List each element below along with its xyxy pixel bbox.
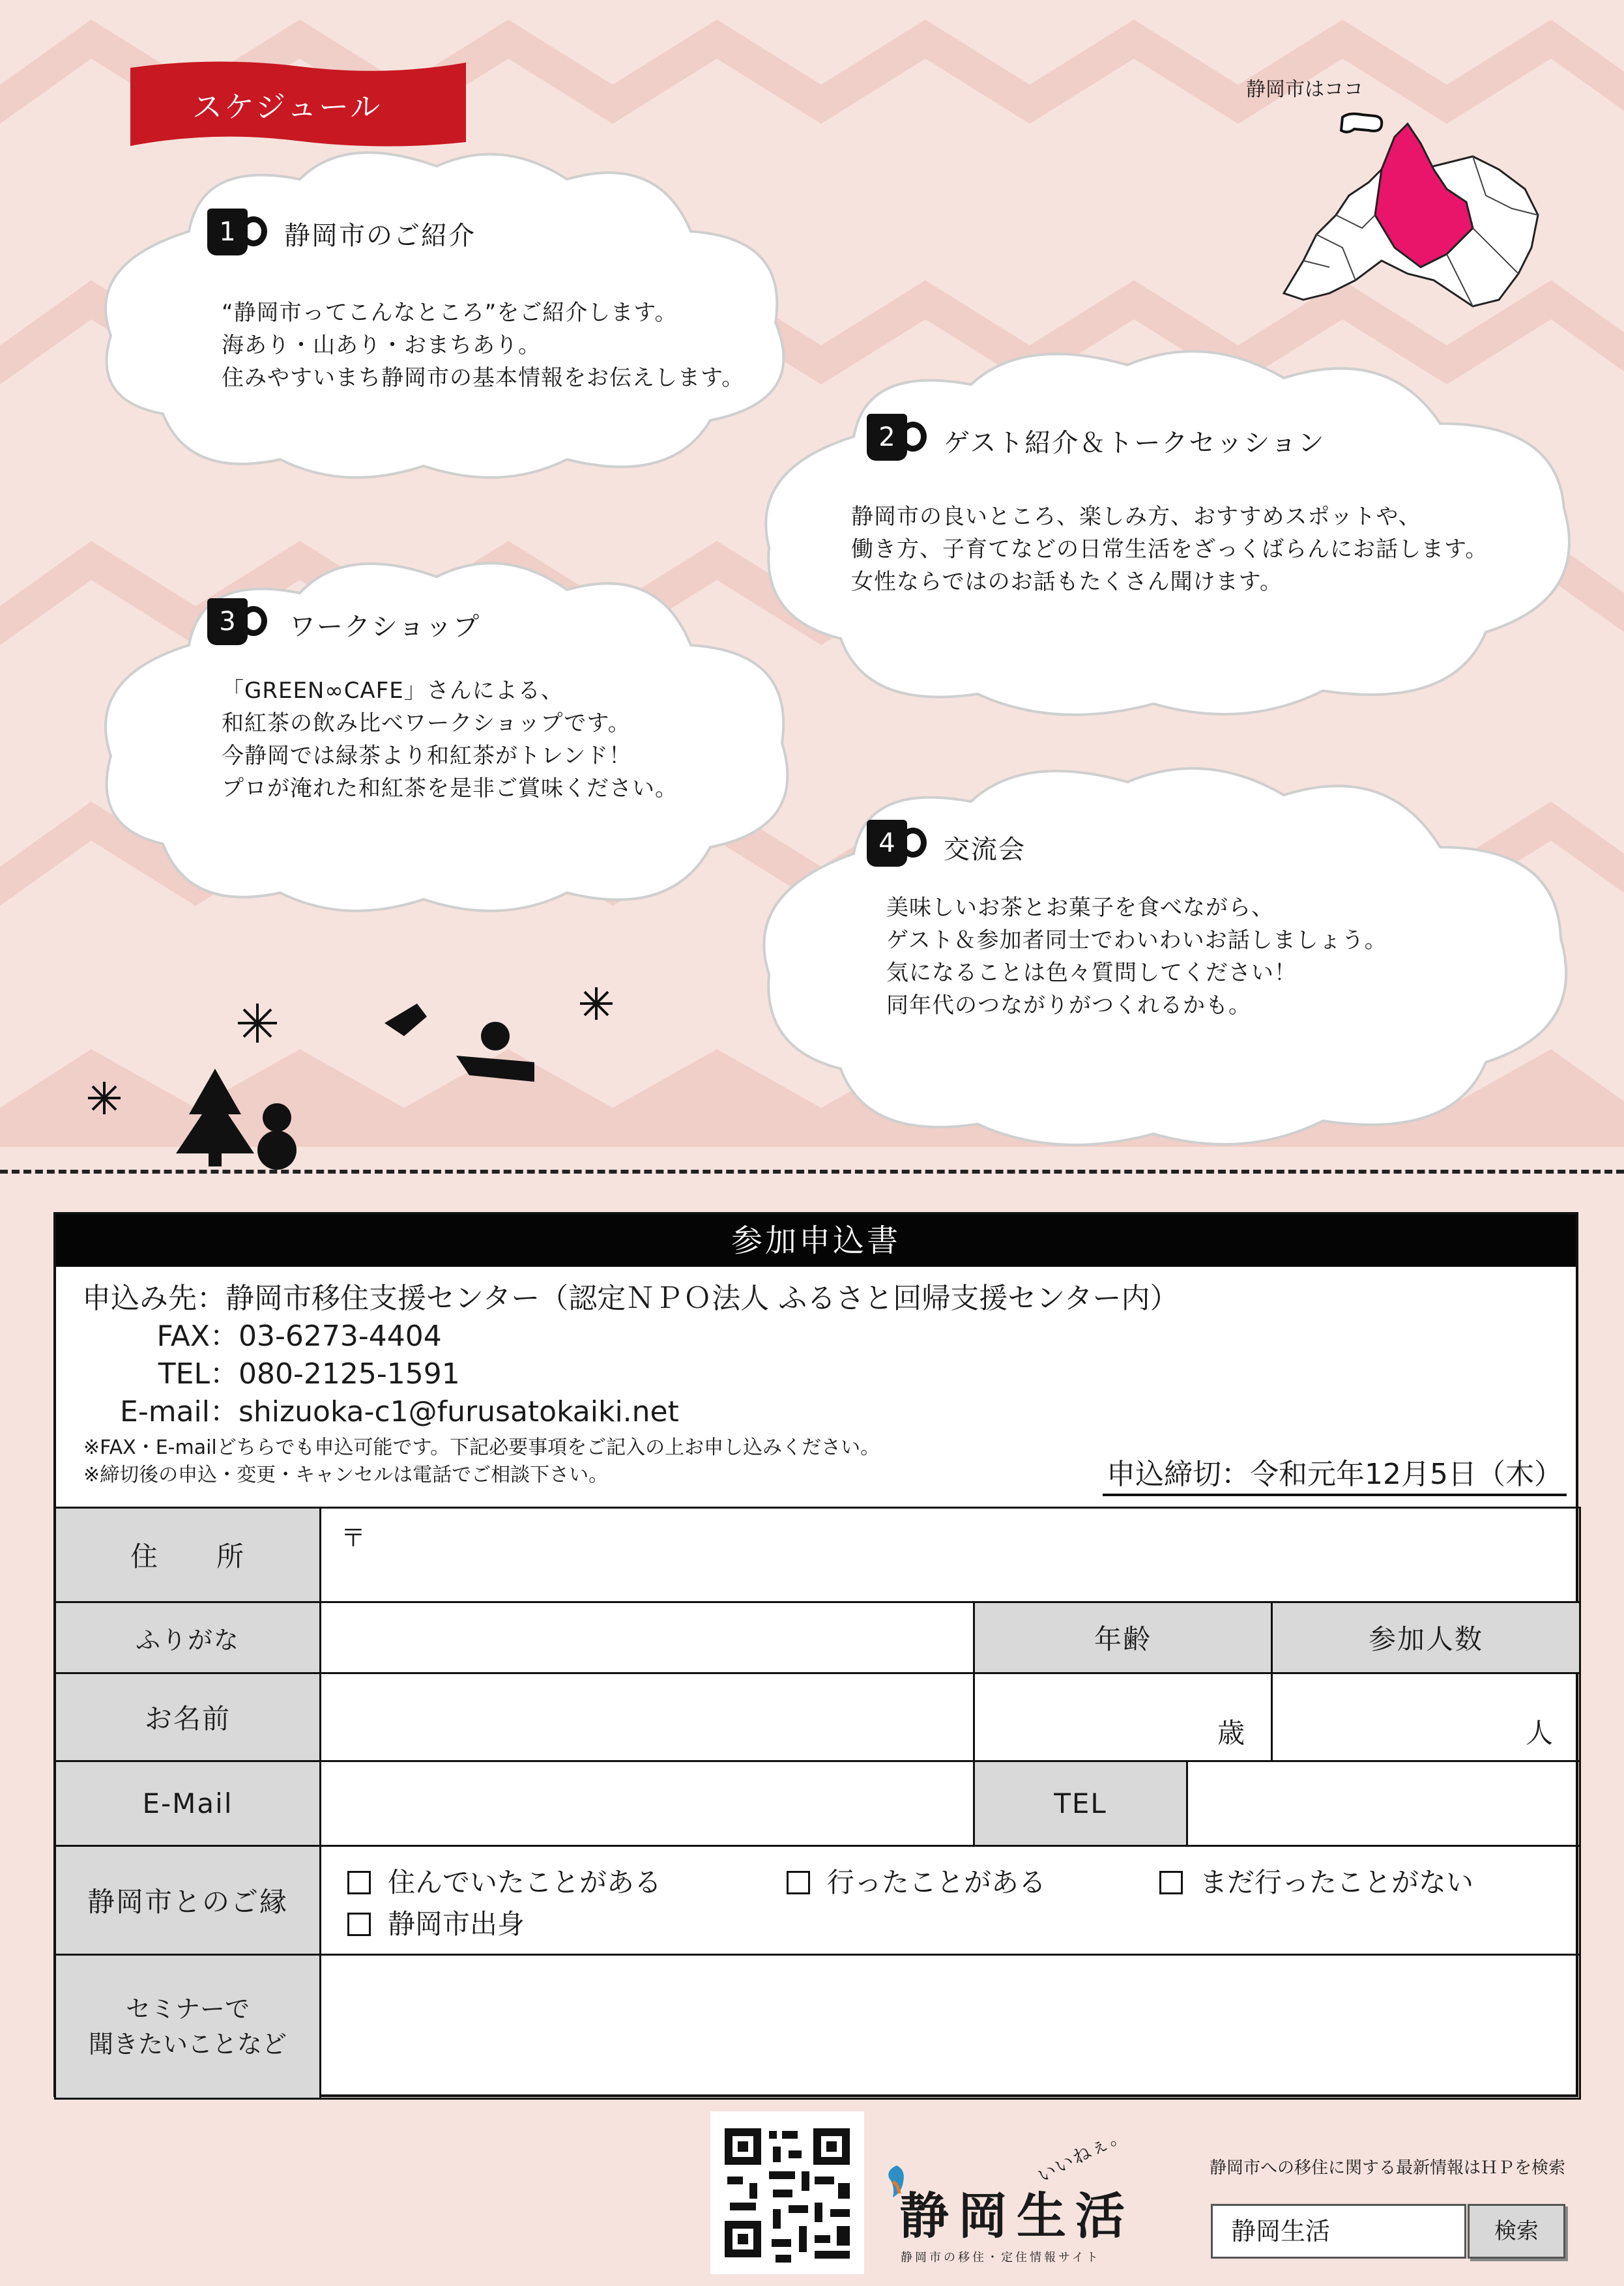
fax-label: FAX：	[156, 1320, 239, 1353]
snowman-icon	[257, 1103, 297, 1170]
search-button[interactable]: 検索	[1468, 2204, 1565, 2259]
mug-icon-2: 2	[867, 407, 929, 466]
cut-line	[0, 1170, 1624, 1174]
name-field[interactable]	[319, 1672, 975, 1762]
bird-icon	[884, 2162, 910, 2201]
email-field-label: E-Mail	[54, 1760, 321, 1847]
contact-info	[82, 1280, 1178, 1431]
option-native[interactable]: 静岡市出身	[347, 1903, 525, 1942]
winter-decorations	[78, 964, 613, 1173]
email-address[interactable]: shizuoka-c1@furusatokaiki.net	[239, 1395, 679, 1428]
age-unit: 歳	[1217, 1717, 1245, 1749]
participants-field[interactable]	[1271, 1672, 1581, 1762]
hp-search-note: 静岡市への移住に関する最新情報はＨＰを検索	[1210, 2158, 1566, 2178]
form-title: 参加申込書	[56, 1215, 1576, 1267]
address-label: 住 所	[54, 1507, 321, 1603]
santa-sleigh-icon	[384, 1004, 534, 1082]
schedule-banner	[130, 60, 466, 148]
tel-field-label: TEL	[973, 1760, 1188, 1847]
note-1: ※FAX・E-mailどちらでも申込可能です。下記必要事項をご記入の上お申し込みください。	[83, 1436, 880, 1459]
postal-mark: 〒	[341, 1524, 366, 1552]
shizuoka-map	[1277, 98, 1551, 319]
mug-icon-4: 4	[867, 813, 929, 872]
checkbox-icon[interactable]	[1159, 1871, 1183, 1894]
note-2: ※締切後の申込・変更・キャンセルは電話でご相談下さい。	[83, 1464, 609, 1486]
step-2-body: 静岡市の良いところ、楽しみ方、おすすめスポットや、 働き方、子育てなどの日常生活をざっくばらんにお話します。 女性ならではのお話もたくさん聞けます。	[851, 504, 1488, 595]
option-lived[interactable]: 住んでいたことがある	[347, 1861, 661, 1900]
qr-code[interactable]	[710, 2111, 864, 2274]
mug-icon-1: 1	[207, 202, 270, 261]
email-label: E-mail：	[120, 1395, 239, 1428]
furigana-label: ふりがな	[54, 1601, 321, 1674]
relation-options	[319, 1845, 1581, 1956]
checkbox-icon[interactable]	[347, 1871, 371, 1894]
qr-code-icon	[710, 2111, 864, 2274]
step-1-title: 静岡市のご紹介	[284, 221, 476, 251]
questions-field[interactable]	[319, 1954, 1581, 2100]
step-3-title: ワークショップ	[289, 612, 481, 642]
fax-number: 03-6273-4404	[239, 1320, 442, 1353]
step-4-title: 交流会	[944, 835, 1026, 865]
age-field[interactable]	[973, 1672, 1273, 1762]
search-input[interactable]: 静岡生活	[1211, 2204, 1466, 2259]
people-unit: 人	[1525, 1717, 1553, 1749]
pointing-hand-icon	[1341, 114, 1382, 132]
checkbox-icon[interactable]	[347, 1913, 371, 1936]
relation-label: 静岡市とのご縁	[54, 1845, 321, 1956]
address-field[interactable]	[319, 1507, 1581, 1603]
option-visited[interactable]: 行ったことがある	[787, 1861, 1046, 1900]
step-3-body: 「GREEN∞CAFE」さんによる、 和紅茶の飲み比べワークショップです。 今静岡では緑茶より和紅茶がトレンド！ プロが淹れた和紅茶を是非ご賞味ください。	[222, 678, 678, 802]
banner-title: スケジュール	[192, 89, 383, 124]
deadline: 申込締切：令和元年12月5日（木）	[1103, 1451, 1567, 1496]
contact-label: 申込み先：	[82, 1282, 225, 1315]
logo-tagline: いいねぇ。	[1034, 2122, 1131, 2188]
contact-org: 静岡市移住支援センター（認定ＮＰＯ法人 ふるさと回帰支援センター内）	[225, 1282, 1179, 1315]
email-field[interactable]	[319, 1760, 975, 1847]
checkbox-icon[interactable]	[787, 1871, 810, 1894]
tel-number: 080-2125-1591	[239, 1357, 460, 1391]
christmas-tree-icon	[176, 1069, 254, 1166]
application-form	[53, 1212, 1578, 2097]
site-logo: 静岡生活	[899, 2187, 1134, 2245]
participants-label: 参加人数	[1271, 1601, 1581, 1674]
name-label: お名前	[54, 1672, 321, 1762]
mug-icon-3: 3	[207, 592, 270, 650]
step-1-body: “静岡市ってこんなところ”をご紹介します。 海あり・山あり・おまちあり。 住みやすいまち静岡市の基本情報をお伝えします。	[222, 300, 745, 391]
site-logo-subtitle: 静岡市の移住・定住情報サイト	[901, 2251, 1101, 2264]
furigana-field[interactable]	[319, 1601, 975, 1674]
tel-field[interactable]	[1186, 1760, 1581, 1847]
tel-label: TEL：	[158, 1357, 239, 1391]
age-label: 年齢	[973, 1601, 1273, 1674]
option-never-visited[interactable]: まだ行ったことがない	[1159, 1861, 1473, 1900]
questions-label: セミナーで 聞きたいことなど	[54, 1954, 321, 2100]
map-label: 静岡市はココ	[1246, 78, 1363, 101]
step-4-body: 美味しいお茶とお菓子を食べながら、 ゲスト＆参加者同士でわいわいお話しましょう。 気になることは色々質問してください！ 同年代のつながりがつくれるかも。	[886, 895, 1387, 1019]
step-2-title: ゲスト紹介＆トークセッション	[944, 428, 1326, 458]
